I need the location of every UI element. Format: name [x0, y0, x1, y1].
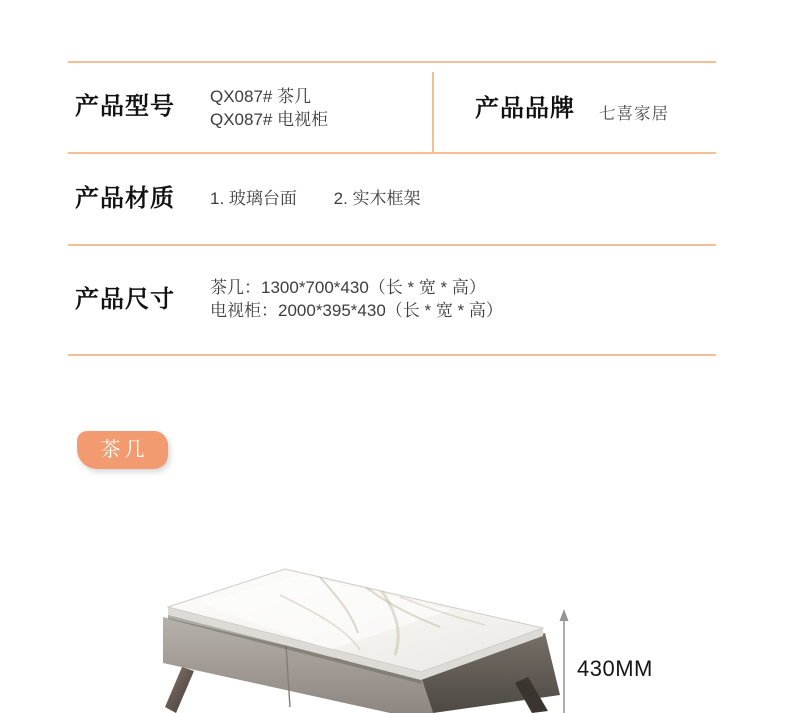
model-value-1: QX087# 茶几 [210, 87, 312, 106]
material-label: 产品材质 [75, 185, 175, 212]
size-label: 产品尺寸 [75, 286, 175, 313]
brand-label: 产品品牌 [475, 95, 575, 122]
divider-line [68, 244, 716, 246]
model-values [210, 85, 328, 131]
column-divider [432, 72, 434, 152]
model-label: 产品型号 [75, 93, 175, 120]
product-photo [120, 555, 790, 713]
size-value-1: 茶几：1300*700*430（长 * 宽 * 高） [210, 278, 486, 297]
table-leg-left [165, 667, 194, 713]
section-badge: 茶几 [77, 431, 168, 469]
brand-value: 七喜家居 [599, 105, 669, 123]
size-values [210, 276, 503, 322]
divider-line [68, 354, 716, 356]
material-value-1: 1. 玻璃台面 [210, 189, 297, 208]
divider-line [68, 152, 716, 154]
divider-line [68, 61, 716, 63]
dimension-arrow [560, 609, 569, 713]
material-value-2: 2. 实木框架 [333, 189, 421, 208]
dimension-label: 430MM [577, 656, 653, 681]
size-value-2: 电视柜：2000*395*430（长 * 宽 * 高） [210, 301, 503, 320]
material-values [210, 187, 453, 210]
model-value-2: QX087# 电视柜 [210, 110, 329, 129]
